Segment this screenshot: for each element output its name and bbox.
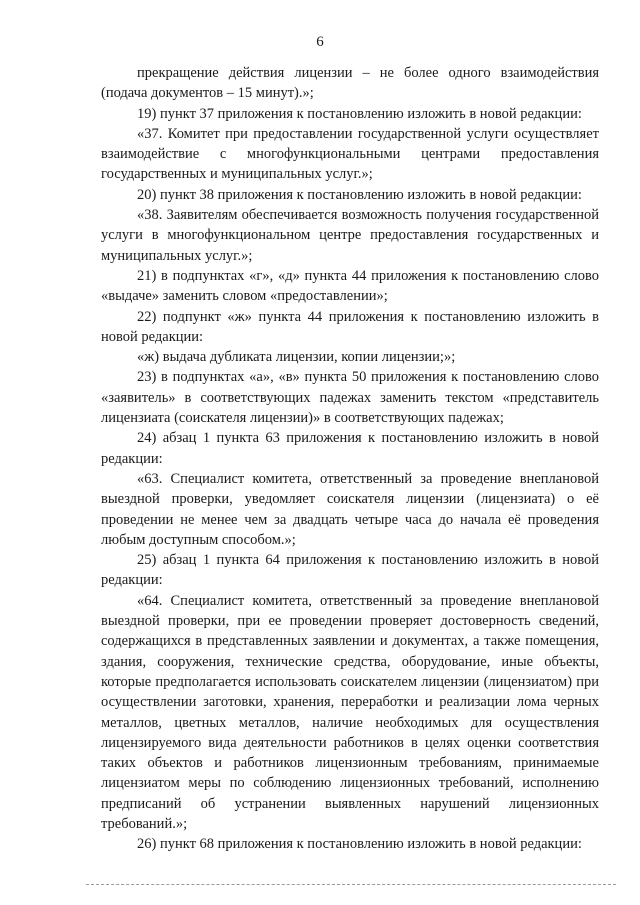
paragraph-item-23: 23) в подпунктах «а», «в» пункта 50 приложения к постановлению слово «заявитель» в соответствующих падежах заменить текстом «представитель лицензиата (соискателя лицензии)» в соответствующих падежах; <box>101 369 599 427</box>
bottom-scan-line <box>86 884 616 885</box>
paragraph-item-20: 20) пункт 38 приложения к постановлению изложить в новой редакции: <box>137 186 582 203</box>
paragraph-quote-64: «64. Специалист комитета, ответственный за проведение внеплановой выездной проверки, при ее проведении проверяет достоверность сведений, содержащихся в представленных заявлении и документах, а также помещения, здания, сооружения, технические средства, оборудование, иные объекты, которые предполагается использовать соискателем лицензии (лицензиатом) при осуществлении заготовки, хранения, переработки и реализации лома черных металлов, цветных металлов, наличие необходимых для осуществления лицензируемого вида деятельности работников в целях оценки соответствия таких объектов и работников лицензионным требованиям, принимаемые лицензиатом меры по соблюдению лицензионных требований, исполнению предписаний об устранении выявленных нарушений лицензионных требований.»; <box>101 592 599 832</box>
paragraph-quote-38: «38. Заявителям обеспечивается возможность получения государственной услуги в многофункциональном центре предоставления государственных и муниципальных услуг.»; <box>101 207 599 264</box>
paragraph-item-25: 25) абзац 1 пункта 64 приложения к постановлению изложить в новой редакции: <box>101 552 599 589</box>
paragraph-item-22: 22) подпункт «ж» пункта 44 приложения к постановлению изложить в новой редакции: <box>101 308 599 345</box>
paragraph-quote-zh: «ж) выдача дубликата лицензии, копии лицензии;»; <box>137 349 456 366</box>
page-number: 6 <box>316 34 324 50</box>
paragraph-item-19: 19) пункт 37 приложения к постановлению изложить в новой редакции: <box>137 105 582 122</box>
paragraph-quote-63: «63. Специалист комитета, ответственный за проведение внеплановой выездной проверки, уведомляет соискателя лицензии (лицензиата) о её проведении не менее чем за двадцать четыре часа до начала её проведения любым доступным способом.»; <box>101 470 599 548</box>
paragraph-item-21: 21) в подпунктах «г», «д» пункта 44 приложения к постановлению слово «выдаче» заменить словом «предоставлении»; <box>101 267 599 305</box>
document-body <box>101 63 599 855</box>
paragraph-quote-37: «37. Комитет при предоставлении государственной услуги осуществляет взаимодействие с многофункциональными центрами предоставления государственных и муниципальных услуг.»; <box>101 125 599 183</box>
paragraph-continuation: прекращение действия лицензии – не более одного взаимодействия (подача документов – 15 минут).»; <box>101 65 599 102</box>
paragraph-item-26: 26) пункт 68 приложения к постановлению изложить в новой редакции: <box>137 836 582 853</box>
paragraph-item-24: 24) абзац 1 пункта 63 приложения к постановлению изложить в новой редакции: <box>101 430 599 467</box>
